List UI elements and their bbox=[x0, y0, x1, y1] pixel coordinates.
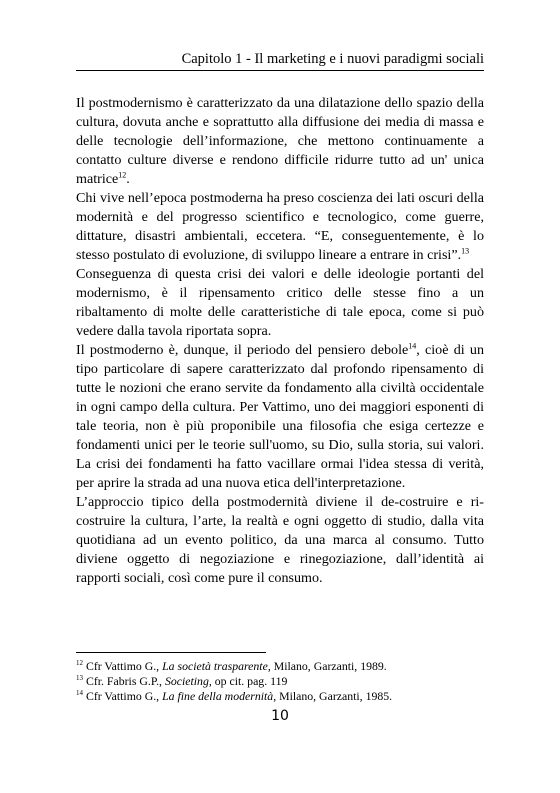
paragraph-5 bbox=[76, 493, 484, 588]
paragraph-2-text: Chi vive nell’epoca postmoderna ha preso coscienza dei lati oscuri della modernità e del progresso scientifico e tecnologico, come guerre, dittature, disastri ambientali, eccetera. “E, conseguentemente, è lo stesso postulato di evoluzione, di sviluppo lineare a entrare in crisi”. bbox=[76, 190, 484, 263]
footnote-number: 12 bbox=[76, 659, 83, 668]
footnote-text: Cfr Vattimo G., bbox=[85, 659, 163, 673]
footnote-number: 14 bbox=[76, 689, 83, 698]
paragraph-5-text: L’approccio tipico della postmodernità diviene il de-costruire e ri-costruire la cultura, l’arte, la realtà e ogni oggetto di studio, dalla vita quotidiana ad un evento politico, da una marca al consumo. Tutto diviene oggetto di negoziazione e rinegoziazione, dall’identità ai rapporti sociali, così come pure il consumo. bbox=[76, 494, 484, 586]
footnote-text: Cfr Vattimo G., bbox=[85, 689, 163, 703]
footnote-text: Cfr. Fabris G.P., bbox=[85, 674, 165, 688]
paragraph-3 bbox=[76, 265, 484, 341]
paragraph-3-text: Conseguenza di questa crisi dei valori e delle ideologie portanti del modernismo, è il ripensamento critico delle stesse fino a un ribaltamento di molte delle caratteristiche di tale epoca, come si può vedere dalla tavola riportata sopra. bbox=[76, 266, 484, 339]
footnote-12 bbox=[76, 659, 484, 674]
footnote-rule bbox=[76, 652, 266, 653]
paragraph-4-tail: , cioè di un tipo particolare di sapere caratterizzato dal profondo ripensamento di tutte le nozioni che erano servite da fondamento alla civiltà occidentale in ogni campo della cultura. Per Vattimo, uno dei maggiori esponenti di tale teoria, non è più proponibile una filosofia che esiga certezze e fondamenti unici per le teorie sull'uomo, su Dio, sulla storia, sui valori. La crisi dei fondamenti ha fatto vacillare ormai l'idea stessa di verità, per aprire la strada ad una nuova etica dell'interpretazione. bbox=[76, 342, 484, 491]
footnote-13 bbox=[76, 674, 484, 689]
footnote-ref-12[interactable]: 12 bbox=[118, 170, 127, 180]
footnotes bbox=[76, 659, 484, 704]
paragraph-2 bbox=[76, 189, 484, 265]
footnote-title: Societing bbox=[164, 674, 209, 688]
footnote-text: , op cit. pag. 119 bbox=[208, 674, 288, 688]
paragraph-1-text: Il postmodernismo è caratterizzato da una dilatazione dello spazio della cultura, dovuta anche e soprattutto alla diffusione dei media di massa e delle tecnologie dell’informazione, che mettono continuamente a contatto culture diverse e rendono difficile ridurre tutto ad un' unica matrice bbox=[76, 95, 484, 187]
page-number: 10 bbox=[271, 708, 289, 724]
paragraph-1 bbox=[76, 94, 484, 189]
footnote-number: 13 bbox=[76, 674, 83, 683]
paragraph-4-text: Il postmoderno è, dunque, il periodo del pensiero debole bbox=[76, 342, 409, 358]
footnote-title: La società trasparente bbox=[162, 659, 268, 673]
footnote-text: , Milano, Garzanti, 1985. bbox=[273, 689, 393, 703]
paragraph-4 bbox=[76, 341, 484, 493]
running-head: Capitolo 1 - Il marketing e i nuovi paradigmi sociali bbox=[181, 51, 484, 67]
footnote-title: La fine della modernità bbox=[162, 689, 274, 703]
footnote-text: , Milano, Garzanti, 1989. bbox=[267, 659, 387, 673]
header-rule bbox=[76, 70, 484, 71]
paragraph-1-tail: . bbox=[126, 171, 130, 187]
footnote-ref-14[interactable]: 14 bbox=[408, 341, 417, 351]
footnote-ref-13[interactable]: 13 bbox=[461, 246, 470, 256]
body-text bbox=[76, 94, 484, 588]
footnote-14 bbox=[76, 689, 484, 704]
